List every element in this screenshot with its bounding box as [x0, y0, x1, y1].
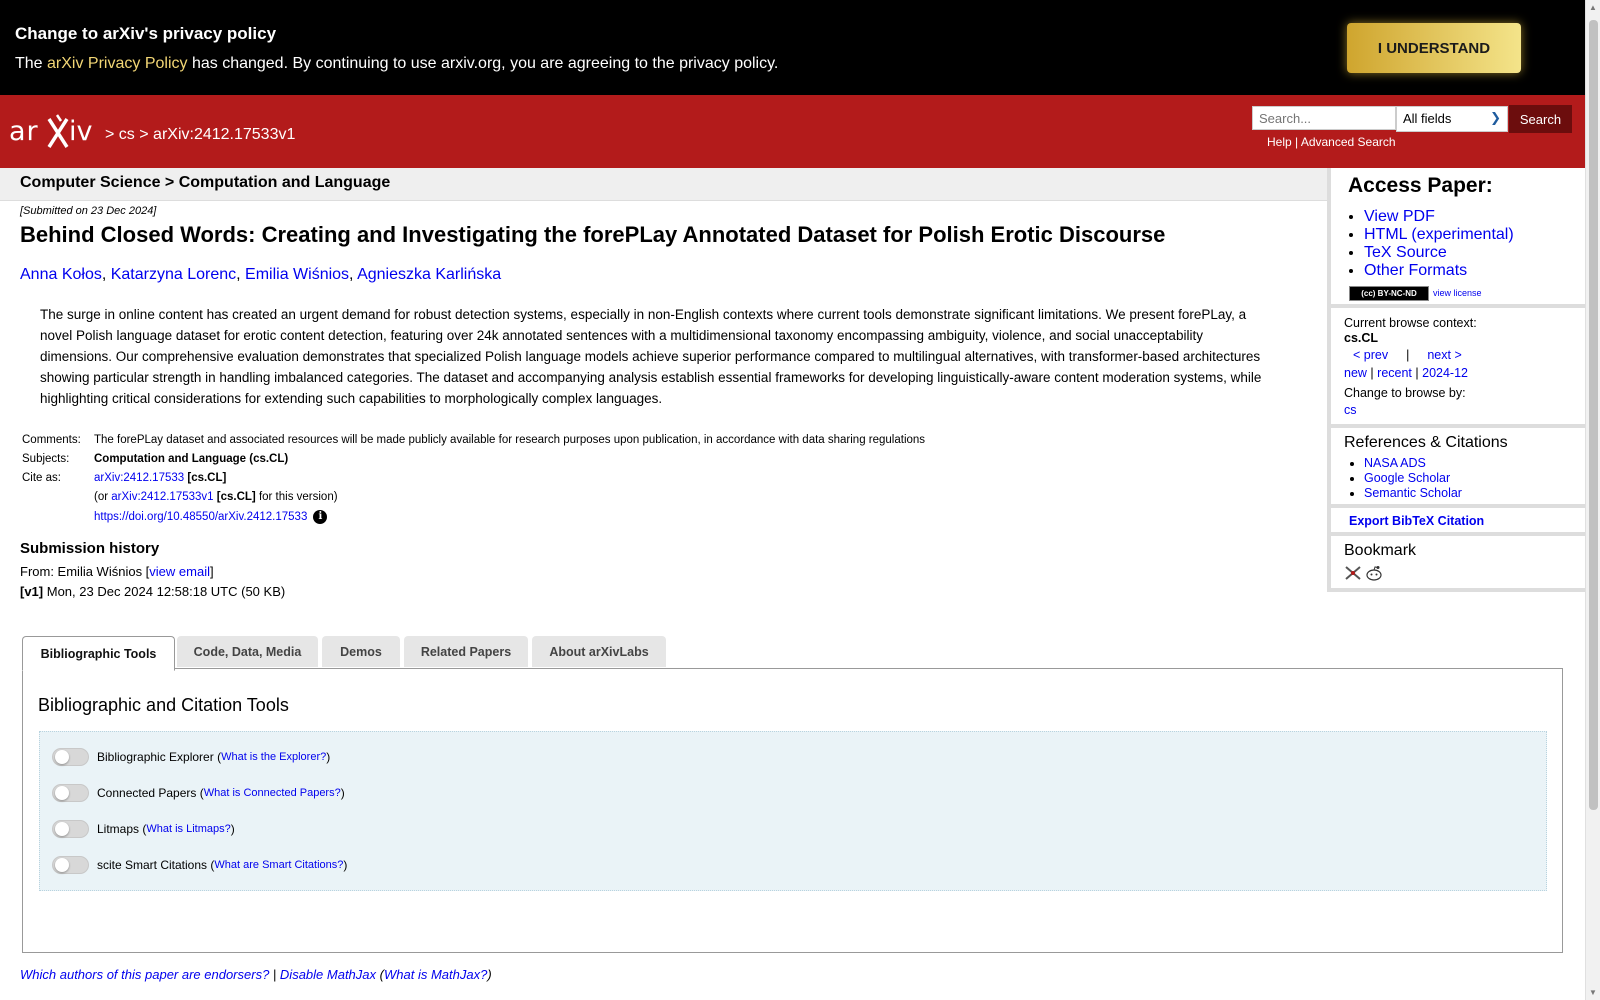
subjects-text: Computation and Language (cs.CL)	[94, 453, 289, 465]
search-field-select[interactable]	[1396, 106, 1508, 132]
tool-info-link[interactable]: What is the Explorer?	[221, 751, 327, 763]
access-item	[1364, 262, 1514, 280]
info-icon[interactable]: i	[313, 510, 327, 524]
tools-list	[39, 731, 1547, 891]
subject-header	[0, 168, 1327, 201]
references-title: References & Citations	[1344, 434, 1508, 451]
scrollbar[interactable]	[1585, 0, 1600, 1000]
access-paper-title: Access Paper:	[1348, 174, 1493, 197]
bibsonomy-icon[interactable]	[1344, 565, 1362, 586]
cite-row	[20, 470, 927, 489]
scroll-down-arrow-icon[interactable]: ▼	[1589, 988, 1597, 997]
author-separator: ,	[349, 266, 358, 283]
privacy-text-after: has changed. By continuing to use arxiv.org, you are agreeing to the privacy policy.	[187, 55, 779, 72]
svg-text:iv: iv	[69, 116, 93, 147]
breadcrumb-separator: >	[139, 126, 149, 143]
tool-label: scite Smart Citations	[97, 858, 208, 872]
version-date: Mon, 23 Dec 2024 12:58:18 UTC (50 KB)	[43, 584, 286, 599]
license	[1349, 286, 1482, 301]
submission-history-title: Submission history	[20, 540, 160, 557]
author-link[interactable]: Emilia Wiśnios	[245, 266, 350, 283]
cite-label: Cite as:	[22, 472, 61, 484]
access-item	[1364, 244, 1514, 262]
litmaps-toggle[interactable]	[52, 820, 89, 838]
submission-from	[20, 564, 214, 579]
access-paper-box	[1327, 168, 1585, 308]
google-scholar-link[interactable]: Google Scholar	[1364, 471, 1451, 485]
tool-label: Connected Papers	[97, 786, 197, 800]
tab-bibliographic-tools[interactable]: Bibliographic Tools	[22, 636, 175, 671]
reference-item	[1364, 471, 1462, 486]
browse-links	[1344, 366, 1468, 380]
author-separator: ,	[236, 266, 246, 283]
references-box	[1327, 428, 1585, 508]
tool-label: Bibliographic Explorer	[97, 750, 214, 764]
tab-about-arxivlabs[interactable]: About arXivLabs	[532, 636, 666, 667]
from-suffix: ]	[209, 564, 214, 579]
privacy-banner-text	[15, 55, 778, 73]
prev-next-nav	[1353, 348, 1462, 362]
cite-version-row	[20, 489, 927, 508]
advanced-search-link[interactable]: Advanced Search	[1300, 135, 1396, 149]
doi-link[interactable]: https://doi.org/10.48550/arXiv.2412.17533	[94, 511, 308, 524]
references-list	[1364, 456, 1462, 501]
connected-papers-toggle[interactable]	[52, 784, 89, 802]
semantic-scholar-link[interactable]: Semantic Scholar	[1364, 486, 1462, 500]
other-formats-link[interactable]: Other Formats	[1364, 262, 1468, 279]
browse-context-value: cs.CL	[1344, 331, 1379, 345]
tool-label: Litmaps	[97, 822, 140, 836]
reference-item	[1364, 456, 1462, 471]
breadcrumb-separator: >	[105, 126, 115, 143]
doi-value	[92, 508, 927, 527]
endorsers-link[interactable]: Which authors of this paper are endorsers?	[20, 967, 270, 982]
browse-context-box	[1327, 308, 1585, 428]
subject-header-text: Computer Science > Computation and Language	[20, 174, 391, 191]
subjects-row	[20, 451, 927, 470]
browse-cs-link[interactable]: cs	[1344, 403, 1357, 417]
tool-row: Connected Papers ( What is Connected Papers? )	[52, 784, 345, 802]
version-label: [v1]	[20, 584, 44, 599]
tool-row: Bibliographic Explorer ( What is the Explorer? )	[52, 748, 330, 766]
tool-info-link[interactable]: What is Litmaps?	[146, 823, 231, 835]
author-link[interactable]: Anna Kołos	[20, 266, 102, 283]
bookmark-icons	[1344, 565, 1383, 586]
next-link[interactable]: next >	[1427, 348, 1462, 362]
version-v1	[20, 584, 285, 599]
breadcrumb-paper-id: arXiv:2412.17533v1	[153, 126, 296, 143]
author-separator: ,	[101, 266, 111, 283]
prev-link[interactable]: < prev	[1353, 348, 1389, 362]
sidebar	[1327, 168, 1585, 592]
subjects-value	[92, 451, 927, 470]
author-link[interactable]: Agnieszka Karlińska	[357, 266, 502, 283]
submission-date: [Submitted on 23 Dec 2024]	[20, 205, 157, 217]
footer-links: Which authors of this paper are endorsers? | Disable MathJax (What is MathJax?)	[20, 967, 492, 982]
html-link[interactable]: HTML (experimental)	[1364, 226, 1514, 243]
empty-cell	[20, 489, 92, 508]
bookmark-box	[1327, 536, 1585, 592]
view-pdf-link[interactable]: View PDF	[1364, 208, 1435, 225]
doi-row	[20, 508, 927, 527]
reference-item	[1364, 486, 1462, 501]
author-list	[20, 266, 501, 284]
privacy-banner	[0, 0, 1585, 95]
reddit-icon[interactable]	[1365, 565, 1383, 586]
tool-row: Litmaps ( What is Litmaps? )	[52, 820, 235, 838]
privacy-text-before: The	[15, 55, 48, 72]
tab-related-papers[interactable]: Related Papers	[404, 636, 528, 667]
access-links	[1364, 208, 1514, 280]
change-browse-label: Change to browse by:	[1344, 386, 1466, 400]
scroll-up-arrow-icon[interactable]: ▲	[1589, 3, 1597, 12]
tex-source-link[interactable]: TeX Source	[1364, 244, 1447, 261]
view-license-link[interactable]: view license	[1433, 287, 1482, 298]
tool-row: scite Smart Citations ( What are Smart Citations? )	[52, 856, 347, 874]
bookmark-title: Bookmark	[1344, 542, 1417, 559]
browse-context-label: Current browse context:	[1344, 316, 1477, 330]
cite-version-value	[92, 489, 927, 508]
cc-license-badge[interactable]: (cc) BY-NC-ND	[1349, 286, 1429, 301]
access-item	[1364, 226, 1514, 244]
tools-panel-title: Bibliographic and Citation Tools	[38, 695, 289, 715]
search-input[interactable]	[1252, 106, 1396, 130]
license-badge-text: BY-NC-ND	[1377, 289, 1417, 298]
month-link[interactable]: 2024-12	[1422, 366, 1468, 380]
nav-separator: |	[1406, 348, 1410, 362]
cite-or-text: (or	[94, 491, 112, 503]
privacy-policy-link[interactable]: arXiv Privacy Policy	[47, 55, 188, 72]
cite-version-suffix: for this version)	[255, 491, 338, 503]
abstract: The surge in online content has created an urgent demand for robust detection systems, especially in non-English contexts where current tools demonstrate significant limitations. We present forePLay, a novel Polish language dataset for erotic content detection, featuring over 24k annotated sentences with a multidimensional taxonomy encompassing ambiguity, violence, and social unacceptability dimensions. Our comprehensive evaluation demonstrates that specialized Polish language models achieve superior performance compared to multilingual alternatives, with transformer-based architectures showing particular strength in handling imbalanced categories. The dataset and accompanying analysis establish essential frameworks for developing linguistically-aware content moderation systems, while highlighting critical considerations for extending such capabilities to morphologically complex languages.	[40, 307, 1262, 406]
tab-panel	[22, 668, 1563, 953]
cite-version-link[interactable]: arXiv:2412.17533v1	[111, 491, 214, 503]
empty-cell	[20, 508, 92, 527]
scrollbar-thumb[interactable]	[1589, 20, 1598, 810]
chevron-down-icon: ❯	[1490, 110, 1501, 125]
help-link[interactable]: Help	[1267, 135, 1292, 149]
cite-category: [cs.CL]	[187, 472, 227, 484]
export-bibtex-link[interactable]: Export BibTeX Citation	[1349, 514, 1485, 528]
cite-value	[92, 470, 927, 489]
site-header	[0, 95, 1585, 168]
recent-link[interactable]: recent	[1377, 366, 1412, 380]
subjects-label: Subjects:	[22, 453, 70, 465]
i-understand-button[interactable]: I UNDERSTAND	[1347, 23, 1521, 73]
nav-separator: |	[1415, 366, 1419, 380]
comments-value: The forePLay dataset and associated resources will be made publicly available for research purposes upon publication, in accordance with data sharing regulations	[94, 434, 926, 446]
nasa-ads-link[interactable]: NASA ADS	[1364, 456, 1426, 470]
change-browse-value	[1344, 403, 1357, 417]
breadcrumb-cs-link[interactable]: cs	[118, 126, 135, 143]
arxiv-logo[interactable]	[9, 113, 101, 156]
footer-separator: |	[269, 967, 280, 982]
view-email-link[interactable]: view email	[149, 564, 210, 579]
author-link[interactable]: Katarzyna Lorenc	[110, 266, 237, 283]
bibliographic-explorer-toggle[interactable]	[52, 748, 89, 766]
tool-info-link[interactable]: What is Connected Papers?	[203, 787, 341, 799]
metadata-table	[20, 432, 927, 527]
search-button[interactable]: Search	[1509, 105, 1572, 133]
cite-version-category: [cs.CL]	[216, 491, 256, 503]
svg-text:ar: ar	[9, 116, 39, 147]
paper-title: Behind Closed Words: Creating and Investigating the forePLay Annotated Dataset for Polish Erotic Discourse	[20, 222, 1166, 247]
bibtex-box	[1327, 508, 1585, 536]
access-item	[1364, 208, 1514, 226]
comments-row	[20, 432, 927, 451]
tab-code-data-media[interactable]: Code, Data, Media	[177, 636, 318, 667]
from-text: From: Emilia Wiśnios [	[20, 564, 150, 579]
tab-demos[interactable]: Demos	[322, 636, 400, 667]
tool-info-link[interactable]: What are Smart Citations?	[214, 859, 344, 871]
breadcrumb	[105, 126, 295, 144]
disable-mathjax-link[interactable]: Disable MathJax	[279, 967, 377, 982]
nav-separator: |	[1370, 366, 1374, 380]
comments-label: Comments:	[22, 434, 81, 446]
privacy-banner-title: Change to arXiv's privacy policy	[15, 24, 277, 43]
link-separator: |	[1295, 135, 1299, 149]
new-link[interactable]: new	[1344, 366, 1367, 380]
what-is-mathjax-link[interactable]: What is MathJax?	[383, 967, 488, 982]
search-field-value: All fields	[1403, 111, 1452, 126]
cite-id-link[interactable]: arXiv:2412.17533	[94, 472, 185, 484]
search-help-links	[1267, 135, 1396, 149]
scite-toggle[interactable]	[52, 856, 89, 874]
